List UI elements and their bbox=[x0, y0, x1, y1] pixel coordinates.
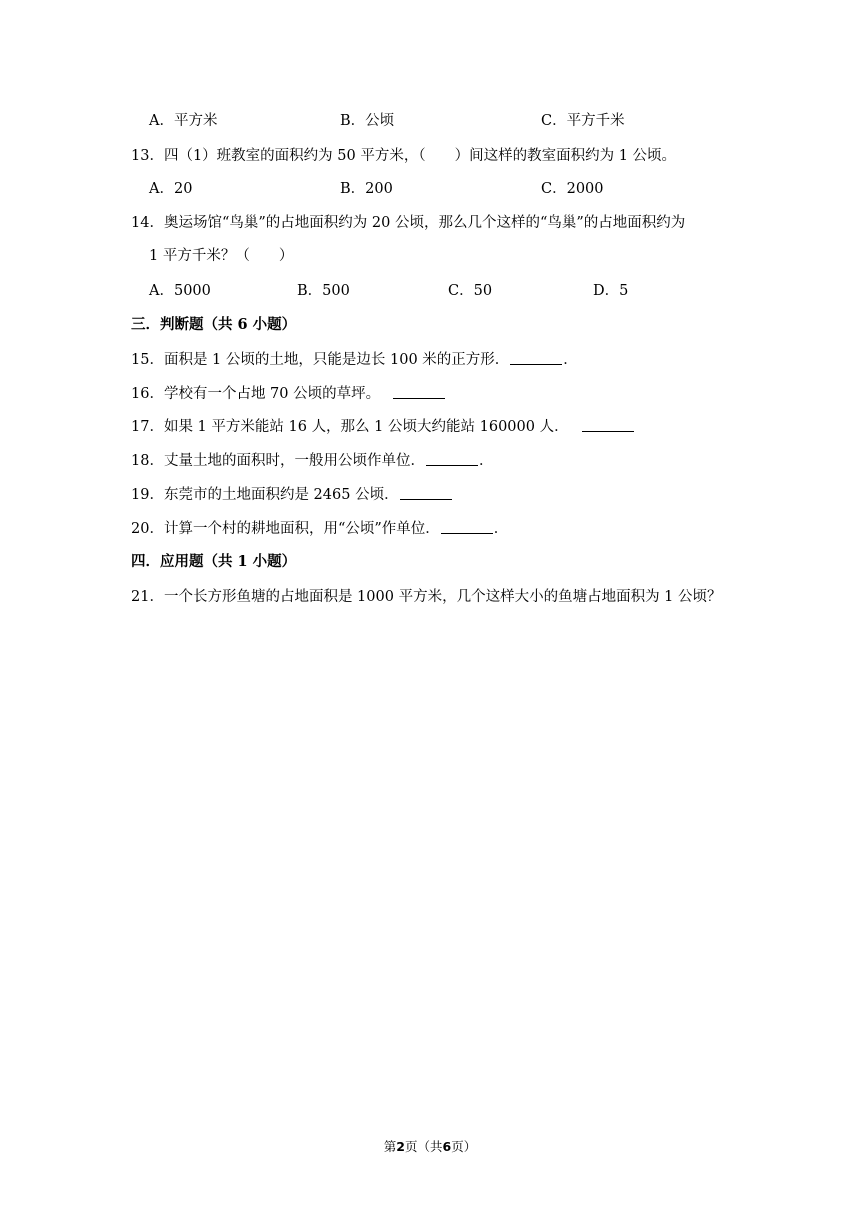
q19-line bbox=[131, 484, 453, 506]
q20-text: 20．计算一个村的耕地面积，用“公顷”作单位． bbox=[131, 521, 440, 537]
q20-suffix: ． bbox=[493, 521, 509, 537]
q17-text: 17．如果 1 平方米能站 16 人，那么 1 公顷大约能站 160000 人． bbox=[131, 419, 569, 435]
q13-text: 13．四（1）班教室的面积约为 50 平方米，（ ）间这样的教室面积约为 1 公顷。 bbox=[131, 148, 677, 164]
q16-text: 16．学校有一个占地 70 公顷的草坪。 bbox=[131, 386, 381, 402]
q13-option-a: A．20 bbox=[149, 181, 193, 197]
q14-option-d: D．5 bbox=[593, 283, 629, 299]
q18-line bbox=[131, 450, 493, 472]
q16-answer-blank[interactable] bbox=[393, 384, 445, 399]
footer-total-pages: 6 bbox=[442, 1139, 452, 1154]
q15-line bbox=[131, 349, 578, 371]
footer-prefix: 第 bbox=[383, 1139, 397, 1154]
section-4-title: 四．应用题（共 1 小题） bbox=[131, 553, 297, 570]
q15-answer-blank[interactable] bbox=[510, 350, 562, 365]
q14-options bbox=[0, 280, 860, 302]
q19-text: 19．东莞市的土地面积约是 2465 公顷． bbox=[131, 487, 399, 503]
q16-line bbox=[131, 383, 446, 405]
q18-text: 18．丈量土地的面积时，一般用公顷作单位． bbox=[131, 453, 425, 469]
q21-text: 21．一个长方形鱼塘的占地面积是 1000 平方米，几个这样大小的鱼塘占地面积为 1 公顷？ bbox=[131, 589, 722, 605]
page-footer bbox=[0, 1138, 860, 1156]
q17-answer-blank[interactable] bbox=[582, 417, 634, 432]
q13-option-c: C．2000 bbox=[541, 181, 604, 197]
q18-suffix: ． bbox=[478, 453, 494, 469]
q12-option-c: C．平方千米 bbox=[541, 113, 625, 129]
q20-answer-blank[interactable] bbox=[441, 519, 493, 534]
q19-answer-blank[interactable] bbox=[400, 485, 452, 500]
q12-option-b: B．公顷 bbox=[340, 113, 395, 129]
q18-answer-blank[interactable] bbox=[426, 451, 478, 466]
footer-page-number: 2 bbox=[396, 1139, 405, 1154]
q12-option-a: A．平方米 bbox=[149, 113, 218, 129]
q17-line bbox=[131, 416, 635, 438]
q14-text-line1: 14．奥运场馆“鸟巢”的占地面积约为 20 公顷，那么几个这样的“鸟巢”的占地面积约为 bbox=[131, 215, 686, 231]
q14-option-c: C．50 bbox=[448, 283, 493, 299]
footer-suffix: 页） bbox=[451, 1139, 477, 1154]
section-3-title: 三．判断题（共 6 小题） bbox=[131, 316, 297, 333]
q12-options bbox=[0, 110, 860, 132]
q13-options bbox=[0, 178, 860, 200]
q14-option-a: A．5000 bbox=[149, 283, 211, 299]
q14-option-b: B．500 bbox=[297, 283, 350, 299]
q20-line bbox=[131, 518, 508, 540]
q15-suffix: ． bbox=[563, 352, 578, 368]
q13-option-b: B．200 bbox=[340, 181, 393, 197]
q14-text-line2: 1 平方千米？（ ） bbox=[149, 248, 294, 264]
q15-text: 15．面积是 1 公顷的土地，只能是边长 100 米的正方形． bbox=[131, 352, 510, 368]
footer-middle: 页（共 bbox=[404, 1139, 443, 1154]
